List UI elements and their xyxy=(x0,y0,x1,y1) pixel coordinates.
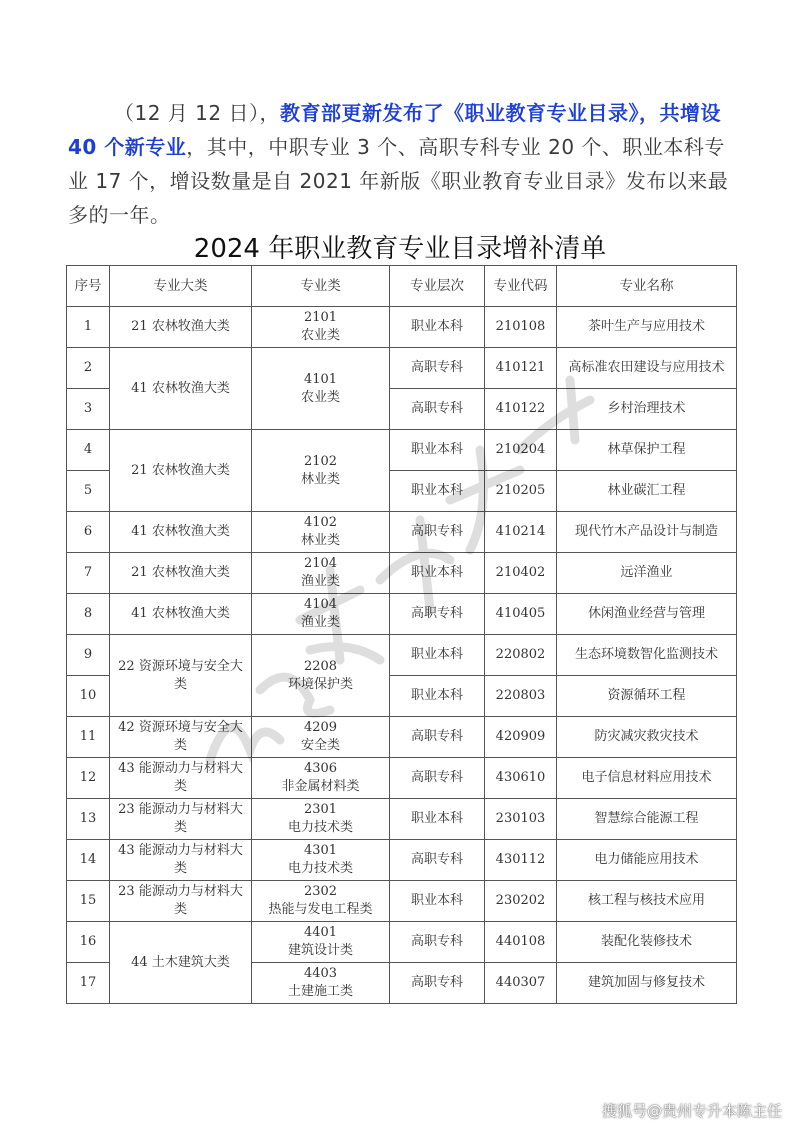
cell-major: 21 农林牧渔大类 xyxy=(110,307,252,348)
cell-name: 电力储能应用技术 xyxy=(557,840,737,881)
cell-name: 智慧综合能源工程 xyxy=(557,799,737,840)
cell-code: 410214 xyxy=(485,512,557,553)
cell-level: 职业本科 xyxy=(390,799,485,840)
cell-category xyxy=(252,307,390,348)
cell-level: 职业本科 xyxy=(390,881,485,922)
cell-no: 4 xyxy=(67,430,110,471)
cell-name: 防灾减灾救灾技术 xyxy=(557,717,737,758)
cell-category xyxy=(252,881,390,922)
cell-level: 职业本科 xyxy=(390,430,485,471)
cell-category xyxy=(252,922,390,963)
category-name: 林业类 xyxy=(300,533,340,548)
category-code: 4401 xyxy=(303,925,338,940)
table-row xyxy=(67,430,737,471)
cell-code: 210204 xyxy=(485,430,557,471)
cell-no: 9 xyxy=(67,635,110,676)
category-name: 安全类 xyxy=(300,738,340,753)
cell-no: 1 xyxy=(67,307,110,348)
cell-no: 3 xyxy=(67,389,110,430)
table-row xyxy=(67,553,737,594)
table-row xyxy=(67,840,737,881)
cell-major: 21 农林牧渔大类 xyxy=(110,430,252,512)
cell-level: 职业本科 xyxy=(390,471,485,512)
table-row xyxy=(67,512,737,553)
intro-prefix: （12 月 12 日）， xyxy=(114,101,280,125)
cell-code: 410122 xyxy=(485,389,557,430)
header-category: 专业类 xyxy=(252,266,390,307)
cell-major: 21 农林牧渔大类 xyxy=(110,553,252,594)
table-row xyxy=(67,758,737,799)
category-name: 建筑设计类 xyxy=(287,943,353,958)
cell-no: 8 xyxy=(67,594,110,635)
cell-category xyxy=(252,512,390,553)
category-code: 4306 xyxy=(303,761,338,776)
cell-code: 210402 xyxy=(485,553,557,594)
intro-highlight: 教育部更新发布了《职业教育专业目录》，共增设 40 个新专业 xyxy=(68,101,721,159)
category-name: 土建施工类 xyxy=(287,984,353,999)
cell-no: 7 xyxy=(67,553,110,594)
header-major: 专业大类 xyxy=(110,266,252,307)
footer-source: 搜狐号@贵州专升本陈主任 xyxy=(601,1102,782,1120)
category-name: 非金属材料类 xyxy=(281,779,360,794)
category-code: 2208 xyxy=(303,658,338,674)
major-table xyxy=(66,265,737,1004)
cell-major: 41 农林牧渔大类 xyxy=(110,512,252,553)
cell-name: 电子信息材料应用技术 xyxy=(557,758,737,799)
category-name: 电力技术类 xyxy=(287,861,353,876)
cell-no: 16 xyxy=(67,922,110,963)
category-name: 热能与发电工程类 xyxy=(268,902,373,917)
cell-code: 220802 xyxy=(485,635,557,676)
cell-code: 430610 xyxy=(485,758,557,799)
category-code: 4301 xyxy=(303,843,338,858)
page-title: 2024 年职业教育专业目录增补清单 xyxy=(193,234,607,264)
cell-name: 现代竹木产品设计与制造 xyxy=(557,512,737,553)
cell-category xyxy=(252,717,390,758)
cell-no: 11 xyxy=(67,717,110,758)
cell-level: 高职专科 xyxy=(390,512,485,553)
cell-code: 420909 xyxy=(485,717,557,758)
cell-category xyxy=(252,758,390,799)
category-name: 农业类 xyxy=(300,389,340,405)
cell-level: 高职专科 xyxy=(390,840,485,881)
cell-code: 210108 xyxy=(485,307,557,348)
cell-level: 高职专科 xyxy=(390,758,485,799)
cell-code: 430112 xyxy=(485,840,557,881)
cell-code: 230202 xyxy=(485,881,557,922)
header-level: 专业层次 xyxy=(390,266,485,307)
table-body xyxy=(67,307,737,1004)
cell-level: 高职专科 xyxy=(390,922,485,963)
table-row xyxy=(67,348,737,389)
cell-no: 12 xyxy=(67,758,110,799)
cell-no: 10 xyxy=(67,676,110,717)
table-row xyxy=(67,881,737,922)
cell-category xyxy=(252,430,390,512)
category-code: 4403 xyxy=(303,966,338,981)
cell-level: 高职专科 xyxy=(390,963,485,1004)
category-code: 2102 xyxy=(303,453,338,469)
header-name: 专业名称 xyxy=(557,266,737,307)
cell-no: 13 xyxy=(67,799,110,840)
cell-level: 职业本科 xyxy=(390,307,485,348)
cell-category xyxy=(252,348,390,430)
cell-level: 职业本科 xyxy=(390,676,485,717)
category-code: 4104 xyxy=(303,597,338,612)
cell-no: 15 xyxy=(67,881,110,922)
cell-name: 林草保护工程 xyxy=(557,430,737,471)
cell-name: 远洋渔业 xyxy=(557,553,737,594)
category-code: 2104 xyxy=(303,556,338,571)
table-row xyxy=(67,799,737,840)
cell-no: 2 xyxy=(67,348,110,389)
cell-major: 23 能源动力与材料大类 xyxy=(110,881,252,922)
intro-suffix: ，其中，中职专业 3 个、高职专科专业 20 个、职业本科专业 17 个，增设数量是自 2021 年新版《职业教育专业目录》发布以来最多的一年。 xyxy=(68,135,729,227)
table-row xyxy=(67,307,737,348)
cell-name: 建筑加固与修复技术 xyxy=(557,963,737,1004)
category-code: 2101 xyxy=(303,310,338,325)
cell-major: 42 资源环境与安全大类 xyxy=(110,717,252,758)
cell-major: 44 土木建筑大类 xyxy=(110,922,252,1004)
cell-level: 职业本科 xyxy=(390,635,485,676)
table-row xyxy=(67,594,737,635)
cell-no: 5 xyxy=(67,471,110,512)
cell-no: 17 xyxy=(67,963,110,1004)
cell-code: 230103 xyxy=(485,799,557,840)
cell-level: 职业本科 xyxy=(390,553,485,594)
cell-code: 440108 xyxy=(485,922,557,963)
category-name: 林业类 xyxy=(300,471,340,487)
cell-code: 410405 xyxy=(485,594,557,635)
cell-category xyxy=(252,594,390,635)
table-header-row xyxy=(67,266,737,307)
cell-major: 43 能源动力与材料大类 xyxy=(110,758,252,799)
category-code: 4209 xyxy=(303,720,338,735)
category-code: 4101 xyxy=(303,371,338,387)
category-code: 2301 xyxy=(303,802,338,817)
cell-name: 资源循环工程 xyxy=(557,676,737,717)
cell-level: 高职专科 xyxy=(390,389,485,430)
cell-level: 高职专科 xyxy=(390,717,485,758)
cell-major: 43 能源动力与材料大类 xyxy=(110,840,252,881)
category-code: 4102 xyxy=(303,515,338,530)
intro-paragraph xyxy=(68,96,740,232)
category-name: 环境保护类 xyxy=(287,676,353,692)
cell-major: 41 农林牧渔大类 xyxy=(110,594,252,635)
cell-name: 生态环境数智化监测技术 xyxy=(557,635,737,676)
cell-major: 23 能源动力与材料大类 xyxy=(110,799,252,840)
cell-code: 210205 xyxy=(485,471,557,512)
cell-code: 220803 xyxy=(485,676,557,717)
category-name: 渔业类 xyxy=(300,574,340,589)
cell-category xyxy=(252,799,390,840)
cell-name: 茶叶生产与应用技术 xyxy=(557,307,737,348)
table-row xyxy=(67,635,737,676)
cell-code: 440307 xyxy=(485,963,557,1004)
cell-name: 林业碳汇工程 xyxy=(557,471,737,512)
cell-level: 高职专科 xyxy=(390,348,485,389)
cell-no: 14 xyxy=(67,840,110,881)
table-row xyxy=(67,922,737,963)
category-name: 渔业类 xyxy=(300,615,340,630)
cell-name: 休闲渔业经营与管理 xyxy=(557,594,737,635)
cell-name: 装配化装修技术 xyxy=(557,922,737,963)
cell-major: 22 资源环境与安全大类 xyxy=(110,635,252,717)
header-no: 序号 xyxy=(67,266,110,307)
cell-name: 高标准农田建设与应用技术 xyxy=(557,348,737,389)
cell-category xyxy=(252,840,390,881)
cell-category xyxy=(252,635,390,717)
cell-name: 核工程与核技术应用 xyxy=(557,881,737,922)
table-row xyxy=(67,717,737,758)
cell-name: 乡村治理技术 xyxy=(557,389,737,430)
header-code: 专业代码 xyxy=(485,266,557,307)
cell-category xyxy=(252,963,390,1004)
cell-category xyxy=(252,553,390,594)
cell-level: 高职专科 xyxy=(390,594,485,635)
cell-no: 6 xyxy=(67,512,110,553)
cell-code: 410121 xyxy=(485,348,557,389)
category-name: 农业类 xyxy=(300,328,340,343)
category-code: 2302 xyxy=(303,884,338,899)
cell-major: 41 农林牧渔大类 xyxy=(110,348,252,430)
category-name: 电力技术类 xyxy=(287,820,353,835)
